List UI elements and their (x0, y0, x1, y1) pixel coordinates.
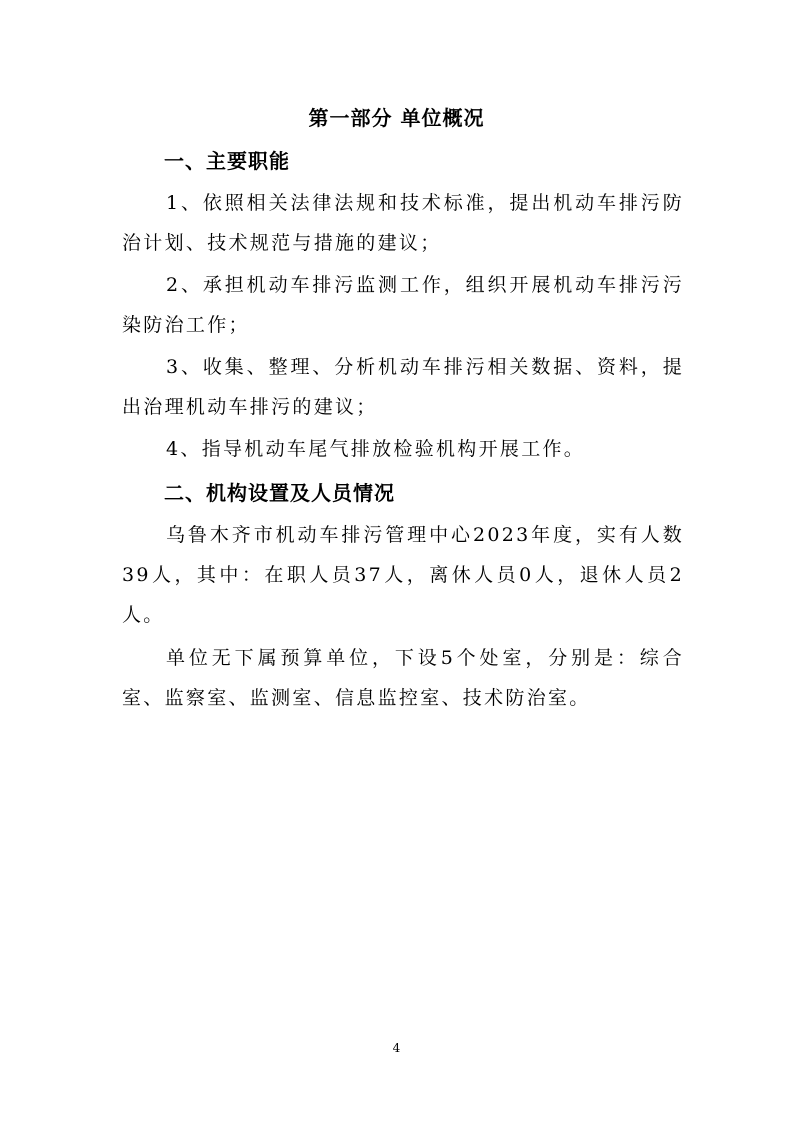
paragraph-departments: 单位无下属预算单位，下设5个处室，分别是：综合室、监察室、监测室、信息监控室、技术防治室。 (122, 647, 684, 709)
paragraph-staffing: 乌鲁木齐市机动车排污管理中心2023年度，实有人数39人，其中：在职人员37人，离休人员0人，退休人员2人。 (122, 524, 684, 626)
page-number: 4 (392, 1041, 401, 1055)
paragraph-function-3: 3、收集、整理、分析机动车排污相关数据、资料，提出治理机动车排污的建议； (122, 356, 684, 418)
paragraph-function-1: 1、依照相关法律法规和技术标准，提出机动车排污防治计划、技术规范与措施的建议； (122, 192, 684, 254)
paragraph-function-2: 2、承担机动车排污监测工作，组织开展机动车排污污染防治工作； (122, 274, 684, 336)
page-title: 第一部分 单位概况 (308, 106, 485, 130)
section-heading-organization-staffing: 二、机构设置及人员情况 (164, 481, 395, 505)
paragraph-function-4: 4、指导机动车尾气排放检验机构开展工作。 (166, 438, 586, 460)
section-heading-main-functions: 一、主要职能 (164, 149, 290, 173)
